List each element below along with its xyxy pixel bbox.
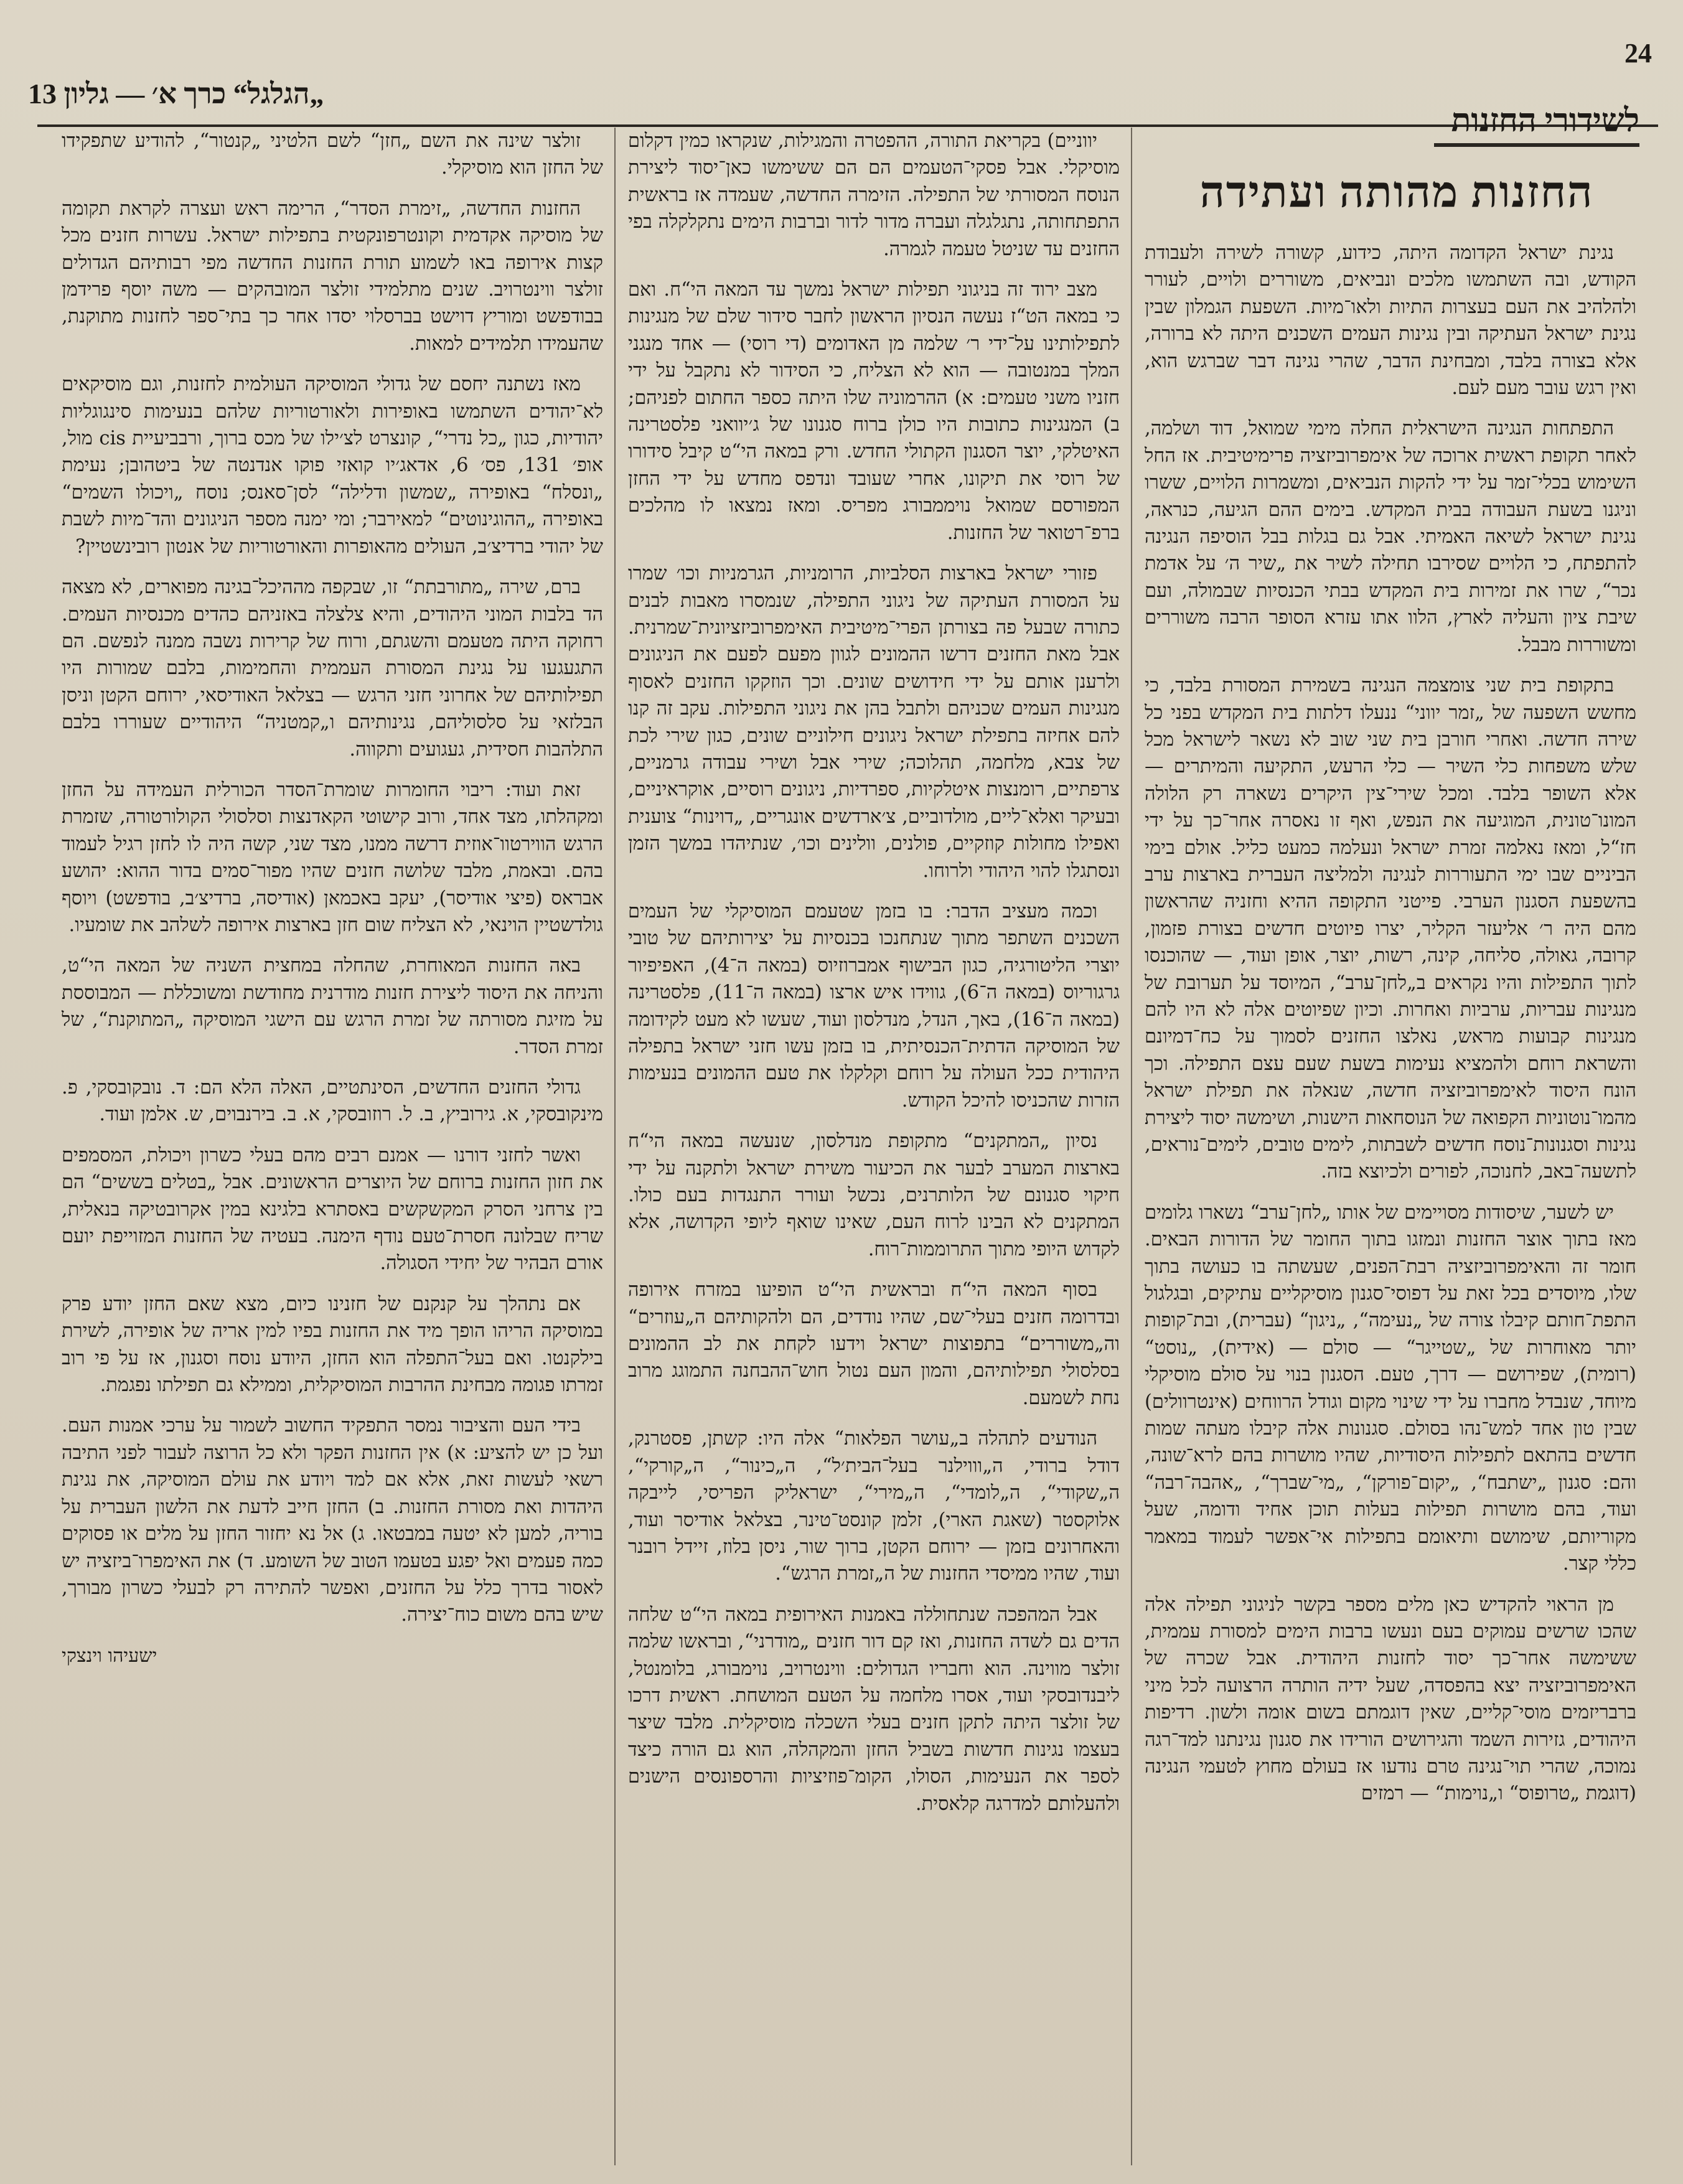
section-label: לשידורי החזנות [1434, 103, 1639, 147]
paragraph: מן הראוי להקדיש כאן מלים מספר בקשר לניגוני תפילה אלה שהכו שרשים עמוקים בעם ונעשו ברבות הימים למסורת עממית, ששימשה אחר־כך יסוד לחזנות היהודית. אבל שכרה של האימפרוביזציה יצא בהפסדה, שעל ידיה הותרה הרצועה לכל מיני ברבריזמים מוסי־קליים, שאין דוגמתם בשום אומה ולשון. רדיפות היהודים, גזירות השמד והגירושים הורידו את סגנון נגינתנו למד־רגה נמוכה, שהרי תוי־נגינה טרם נודעו אז בעולם מחוץ לטעמי הנגינה (דוגמת „טרופוס“ ו„נוימות“ — רמזים [1145, 1593, 1636, 1805]
paragraph: יווניים) בקריאת התורה, ההפטרה והמגילות, שנקראו כמין דקלום מוסיקלי. אבל פסקי־הטעמים הם הם ששימשו כאן־יסוד ליצירת הנוסח המסורתי של התפילה. הזימרה החדשה, שעמדה אז בראשית התפתחותה, נתגלגלה ועברה מדור לדור וברבות הימים נתקלקלה בפי החזנים עד שניטל טעמה לגמרה. [628, 130, 1120, 260]
column-divider [614, 128, 616, 2165]
paragraph: בידי העם והציבור נמסר התפקיד החשוב לשמור על ערכי אמנות העם. ועל כן יש להציע: א) אין החזנות הפקר ולא כל הרוצה לעבור לפני התיבה רשאי לעשות זאת, אלא אם למד ויודע את עולם המוסיקה, את נגינת היהדות ואת מסורת החזנות. ב) החזן חייב לדעת את הלשון העברית על בוריה, למען לא יטעה במבטאו. ג) אל נא יחזור החזן על מלים או פסוקים כמה פעמים ואל יפגע בטעמו הטוב של השומע. ד) את האימפרו־ביזציה יש לאסור בדרך כלל על החזנים, ואפשר להתירה רק לבעלי כשרון מבורך, שיש בהם משום כוח־יצירה. [62, 1415, 603, 1626]
paragraph: אם נתהלך על קנקנם של חזנינו כיום, מצא שאם החזן יודע פרק במוסיקה הריהו הופך מיד את החזנות בפיו למין אריה של אופירה, לשירת בילקנטו. ואם בעל־התפלה הוא החזן, היודע נוסח וסגנון, אז על פי רוב זמרתו פגומה מבחינת ההרבות המוסיקלית, וממילא גם תפילתו נפגמת. [62, 1293, 603, 1397]
author-signature: ישעיהו וינצקי [62, 1644, 157, 1667]
paragraph: בסוף המאה הי“ח ובראשית הי“ט הופיעו במזרח אירופה ובדרומה חזנים בעלי־שם, שהיו נודדים, הם ולהקותיהם ה„עוזרים“ וה„משוררים“ בתפוצות ישראל וידעו לקחת את לב ההמונים בסלסולי תפילותיהם, והמון העם נטול חוש־ההבחנה התמוגג מרוב נחת לשמעם. [628, 1279, 1120, 1409]
paragraph: הנודעים לתהלה ב„עושר הפלאות“ אלה היו: קשתן, פסטרנק, דודל ברודי, ה„וווילנר בעל־הבית׳ל“, ה„כינור“, ה„קורקי“, ה„שקודי“, ה„לומדי“, ה„מירי“, ישראליק הפריסי, לייבקה אלוקסטר (שאגת הארי), זלמן קונסט־טינר, בצלאל אודיסר ועוד, והאחרונים בזמן — ירוחם הקטן, ברוך שור, ניסן בלוז, זיידל רובנר ועוד, שהיו ממיסדי החזנות של ה„זמרת הרגש“. [628, 1428, 1120, 1585]
paragraph: ברם, שירה „מתורבתת“ זו, שבקפה מההיכל־בגינה מפוארים, לא מצאה הד בלבות המוני היהודים, והיא צלצלה באזניהם כהדים מכנסיות העמים. רחוקה היתה מטעמם והשגתם, ורוח של קרירות נשבה ממנה לנפשם. הם התגעגעו על נגינת המסורת העממית והחמימות, בלבם שמורות היו תפילותיהם של אחרוני חזני הרגש — בצלאל האודיסאי, ירוחם הקטן וניסן הבלזאי על סלסוליהם, נגינותיהם ו„קמטניה“ היהודיים שעוררו בלבם התלהבות חסידית, געגועים ותקווה. [62, 576, 603, 761]
article-title: החזנות מהותה ועתידה [1199, 169, 1594, 217]
paragraph: פזורי ישראל בארצות הסלביות, הרומניות, הגרמניות וכו׳ שמרו על המסורת העתיקה של ניגוני התפילה, שנמסרו מאבות לבנים כתורה שבעל פה בצורתן הפרי־מיטיבית האימפרוביזציונית־שמרנית. אבל מאת החזנים דרשו ההמונים לגוון מפעם לפעם את הניגונים ולרענן אותם על ידי חידושים שונים. וכך הוזקקו החזנים לאסוף מנגינות העמים שכניהם ולתבל בהן את ניגוני התפילות. עקב זה קנו להם אחיזה בתפילת ישראל ניגונים חילוניים שונים, כגון שירי לכת של צבא, מלחמה, תהלוכה; שירי אבל ושירי עבודה גרמניים, צרפתיים, רומנצות איטלקיות, ספרדיות, ניגונים רוסיים, אוקראיניים, ובעיקר ואלא־ליים, מולדוביים, צ׳ארדשים אונגריים, „דוינות“ צוענית ואפילו מחולות קוזקיים, פולנים, וולינים וכו׳, שנתיהדו במשך הזמן ונסתגלו להוי היהודי ולרוחו. [628, 563, 1120, 882]
paragraph: מאז נשתנה יחסם של גדולי המוסיקה העולמית לחזנות, וגם מוסיקאים לא־יהודים השתמשו באופירות ולאורטוריות שלהם בנעימות סינגוגליות יהודיות, כגון „כל נדרי“, קונצרט לצ׳ילו של מכס ברוך, ורבביעיית cis מול, אופ׳ 131, פס׳ 6, אדאג׳יו קואזי פוקו אנדנטה של ביטהובן; נעימת „ונסלח“ באופירה „שמשון ודלילה“ לסן־סאנס; נוסח „ויכולו השמים“ באופירה „ההוגינוטים“ למאירבר; ומי ימנה מספר הניגונים והד־מיות לשבת של יהודי ברדיצ׳ב, העולים מהאופרות והאורטוריות של אנטון רובינשטיין? [62, 373, 603, 558]
article-column-1 [1145, 240, 1636, 2159]
column-divider [1131, 128, 1132, 2165]
paragraph: זולצר שינה את השם „חזן“ לשם הלטיני „קנטור“, להודיע שתפקידו של החזן הוא מוסיקלי. [62, 130, 603, 179]
page-header [25, 31, 1658, 118]
paragraph: התפתחות הנגינה הישראלית החלה מימי שמואל, דוד ושלמה, לאחר תקופת ראשית ארוכה של אימפרוביזציה פרימיטיבית. אז החל השימוש בכלי־זמר על ידי להקות הנביאים, ומשמרות הלויים, ששרו וניגנו בשעת העבודה בבית המקדש. בימים ההם הגיעה, כנראה, נגינת ישראל לשיאה האמיתי. אבל גם בגלות בבל הוסיפה הנגינה להתפתח, כי הלויים שסירבו תחילה לשיר את „שיר ה׳ על אדמת נכר“, שרו את זמירות בית המקדש בבתי הכנסיות שבמולה, ועם שיבת ציון והעליה לארץ, הלוו אתו עזרא הסופר הרבה משוררים ומשוררות מבבל. [1145, 418, 1636, 656]
paragraph: זאת ועוד: ריבוי החומרות שומרת־הסדר הכורלית העמידה על החזן ומקהלתו, מצד אחד, ורוב קישוטי הקאדנצות וסלסולי הקולורטורה, שזמרת הרגש הווירטוו־אוזית דרשה ממנו, מצד שני, קשה היה לו לחזן רגיל לעמוד בהם. ובאמת, מלבד שלושה חזנים שהיו מפור־סמים בדור ההוא: יהושע אבראס (פיצי אודיסר), יעקב באכמאן (אודיסה, ברדיצ׳ב, בודפשט) ויוסף גולדשטיין הוינאי, לא הצליח שום חזן בארצות אירופה לשלהב את שומעיו. [62, 779, 603, 936]
page-number: 24 [1624, 38, 1652, 68]
paragraph: גדולי החזנים החדשים, הסינתטיים, האלה הלא הם: ד. נובקובסקי, פ. מינקובסקי, א. גירוביץ, ב. ל. רוזובסקי, א. ב. בירנבוים, ש. אלמן ועוד. [62, 1077, 603, 1126]
paragraph: ואשר לחזני דורנו — אמנם רבים מהם בעלי כשרון ויכולת, המסמפים את חזון החזנות ברוחם של היוצרים הראשונים. אבל „בטלים בששים“ הם בין צרחני הסרק המקשקשים באסתרא בלגינא במין אקרובטיקה בנאלית, שריח שבלונה חסרת־טעם נודף הימנה. בעטיה של החזנות המזוייפת יועם אורם הבהיר של יחידי הסגולה. [62, 1144, 603, 1275]
paragraph: נגינת ישראל הקדומה היתה, כידוע, קשורה לשירה ולעבודת הקודש, ובה השתמשו מלכים ונביאים, משוררים ולויים, לעורר ולהלהיב את העם בעצרות התיות ולאו־מיות. השפעת הגמלון שבין נגינת ישראל העתיקה ובין נגינות העמים השכנים היתה לא ברורה, אלא בצורה בלבד, ומבחינת הדבר, שהרי נגינה דבר שברגש הוא, ואין רגש עובר מעם לעם. [1145, 242, 1636, 400]
paragraph: מצב ירוד זה בניגוני תפילות ישראל נמשך עד המאה הי“ח. ואם כי במאה הט“ז נעשה הנסיון הראשון לחבר סידור שלם של מנגינות לתפילותינו על־ידי ר׳ שלמה מן האדומים (די רוסי) — אחד מנגני המלך במנטובה — הוא לא הצליח, כי הסידור לא נתקבל על ידי חזניו משני טעמים: א) ההרמוניה שלו היתה כספר החתום לפניהם; ב) המנגינות כתובות היו כולן ברוח סגנונו של ג׳יוואני פלסטרינה האיטלקי, יוצר הסגנון הקתולי החדש. ורק במאה הי“ט קיבל סידורו של רוסי את תיקונו, אחרי שעובד ונדפס מחדש על ידי החזן המפורסם שמואל נויממבורג מפריס. ומאז נמצאו לו מהלכים ברפ־רטואר של החזנות. [628, 279, 1120, 544]
paragraph: אבל המהפכה שנתחוללה באמנות האירופית במאה הי“ט שלחה הדים גם לשדה החזנות, ואז קם דור חזנים „מודרני“, ובראשו שלמה זולצר מווינה. הוא וחבריו הגדולים: ווינטרויב, נוימבורג, בלומנטל, ליבנדובסקי ועוד, אסרו מלחמה על הטעם המושחת. ראשית דרכו של זולצר היתה לתקן חזנים בעלי השכלה מוסיקלית. מלבד שיצר בעצמו נגינות חדשות בשביל החזן והמקהלה, הוא גם הורה כיצד לספר את הנעימות, הסולו, הקומ־פוזיציות והרספונסים הישנים ולהעלותם למדרגה קלאסית. [628, 1603, 1120, 1815]
paragraph: באה החזנות המאוחרת, שהחלה במחצית השניה של המאה הי“ט, והניחה את היסוד ליצירת חזנות מודרנית מחודשת ומשוכללת — המבוססת על מזיגת מסורתה של זמרת הרגש עם הישגי המוסיקה „המתוקנת“, של זמרת הסדר. [62, 955, 603, 1058]
running-head: „הגלגל“ כרך א׳ — גליון 13 [28, 78, 324, 110]
paragraph: בתקופת בית שני צומצמה הנגינה בשמירת המסורת בלבד, כי מחשש השפעה של „זמר יווני“ ננעלו דלתות בית המקדש בפני כל שירה חדשה. ואחרי חורבן בית שני שוב לא נשאר לישראל מכל שלש משפחות כלי השיר — כלי הרעש, התקיעה והמיתרים — אלא השופר בלבד. ומכל שירי־צין היקרים נשארה רק הלולה המונו־טונית, המוגיעה את הנפש, ואף זו נאסרה אחר־כך על ידי חז“ל, ומאז נאלמה זמרת ישראל ונעלמה כמעט כליל. אולם בימי הביניים שבו ימי התעוררות לנגינה ולמליצה העברית בארצות ערב בהשפעת הסגנון הערבי. פייטני התקופה ההיא וחזניה שהראשון מהם היה ר׳ אליעזר הקליר, יצרו פיוטים חדשים בצורת פזמון, קרובה, גאולה, סליחה, קינה, רשות, יוצר, אופן ועוד, — שהוכנסו לתוך התפילות והיו נקראים ב„לחן־ערב“, המיוסד על תערובת של מנגינות עבריות, ערביות ואחרות. וכיון שפיוטים אלה לא היו להם מנגינות קבועות מראש, נאלצו החזנים לסמוך על כח־דמיונם והשראת רוחם ולהמציא נעימות בשעת שעם עצם התפילה. וכך הונח היסוד לאימפרוביזציה חדשה, שנאלה את תפילת ישראל מהמו־נוטוניות הקפואה של הנוסחאות הישנות, ושימשה יסוד ליצירת נגינות וסגנונות־נוסח חדשים לשבתות, לימים טובים, לימים־נוראים, לתשעה־באב, לחנוכה, לפורים ולכיוצא בזה. [1145, 675, 1636, 1183]
paragraph: וכמה מעציב הדבר: בו בזמן שטעמם המוסיקלי של העמים השכנים השתפר מתוך שנתחנכו בכנסיות על יצירותיהם של טובי יוצרי הליטורגיה, כגון הבישוף אמברוזיוס (במאה ה־4), האפיפיור גרגוריוס (במאה ה־6), גווידו איש ארצו (במאה ה־11), פלסטרינה (במאה ה־16), באך, הנדל, מנדלסון ועוד, שעשו לא מעט לקידומה של המוסיקה הדתית־הכנסיתית, בו בזמן עשו חזני ישראל בתפילה היהודית ככל העולה על רוחם וקלקלו את טעם ההמונים בנעימות הזרות שהכניסו להיכל הקודש. [628, 900, 1120, 1112]
paragraph: יש לשער, שיסודות מסויימים של אותו „לחן־ערב“ נשארו גלומים מאז בתוך אוצר החזנות ונמזגו בתוך החומר של הדורות הבאים. חומר זה והאימפרוביזציה רבת־הפנים, שעשתה בו כעושה בתוך שלו, מיוסדים בכל זאת על דפוסי־סגנון מוסיקליים עתיקים, ובגלגול התפת־חותם קיבלו צורה של „נעימה“, „ניגון“ (עברית), ובת־קופות יותר מאוחרות של „שטייגר“ — סולם — (אידית), „נוסט“ (רומית), שפירושם — דרך, טעם. הסגנון בנוי על סולם מוסיקלי מיוחד, שנבדל מחברו על ידי שינוי מקום וגודל הרווחים (אינטרוולים) שבין טון אחד למש־נהו בסולם. סגנונות אלה קיבלו מעתה שמות חדשים בהתאם לתפילות היסודיות, שהיו מושרות בהם לרא־שונה, והם: סגנון „ישתבח“, „יקום־פורקן“, „מי־שברך“, „אהבה־רבה“ ועוד, בהם מושרות תפילות בעלות תוכן אחיד ודומה, שעל מקוריותם, שימושם ותיאומם בתפילות אי־אפשר לעמוד במאמר כללי קצר. [1145, 1201, 1636, 1575]
paragraph: נסיון „המתקנים“ מתקופת מנדלסון, שנעשה במאה הי“ח בארצות המערב לבער את הכיעור משירת ישראל ולתקנה על ידי חיקוי סגנונם של הלותרנים, נכשל ועורר התנגדות בעם כולו. המתקנים לא הבינו לרוח העם, שאינו שואף ליופי הקדושה, אלא לקדוש היופי מתוך התרוממות־רוח. [628, 1130, 1120, 1260]
article-column-3 [62, 128, 603, 2159]
paragraph: החזנות החדשה, „זימרת הסדר“, הרימה ראש ועצרה לקראת תקומה של מוסיקה אקדמית וקונטרפונקטית בתפילות ישראל. עשרות חזנים מכל קצות אירופה באו לשמוע תורת החזנות החדשה מפי רבותיהם הגדולים זולצר ווינטרויב. שנים מתלמידי זולצר המובהקים — משה יוסף פרידמן בבודפשט ומוריץ דוישט בברסלוי יסדו אחר כך בתי־ספר לחזנות מתוקנת, שהעמידו תלמידים למאות. [62, 197, 603, 355]
article-column-2 [628, 128, 1120, 2159]
header-rule [37, 124, 1658, 127]
